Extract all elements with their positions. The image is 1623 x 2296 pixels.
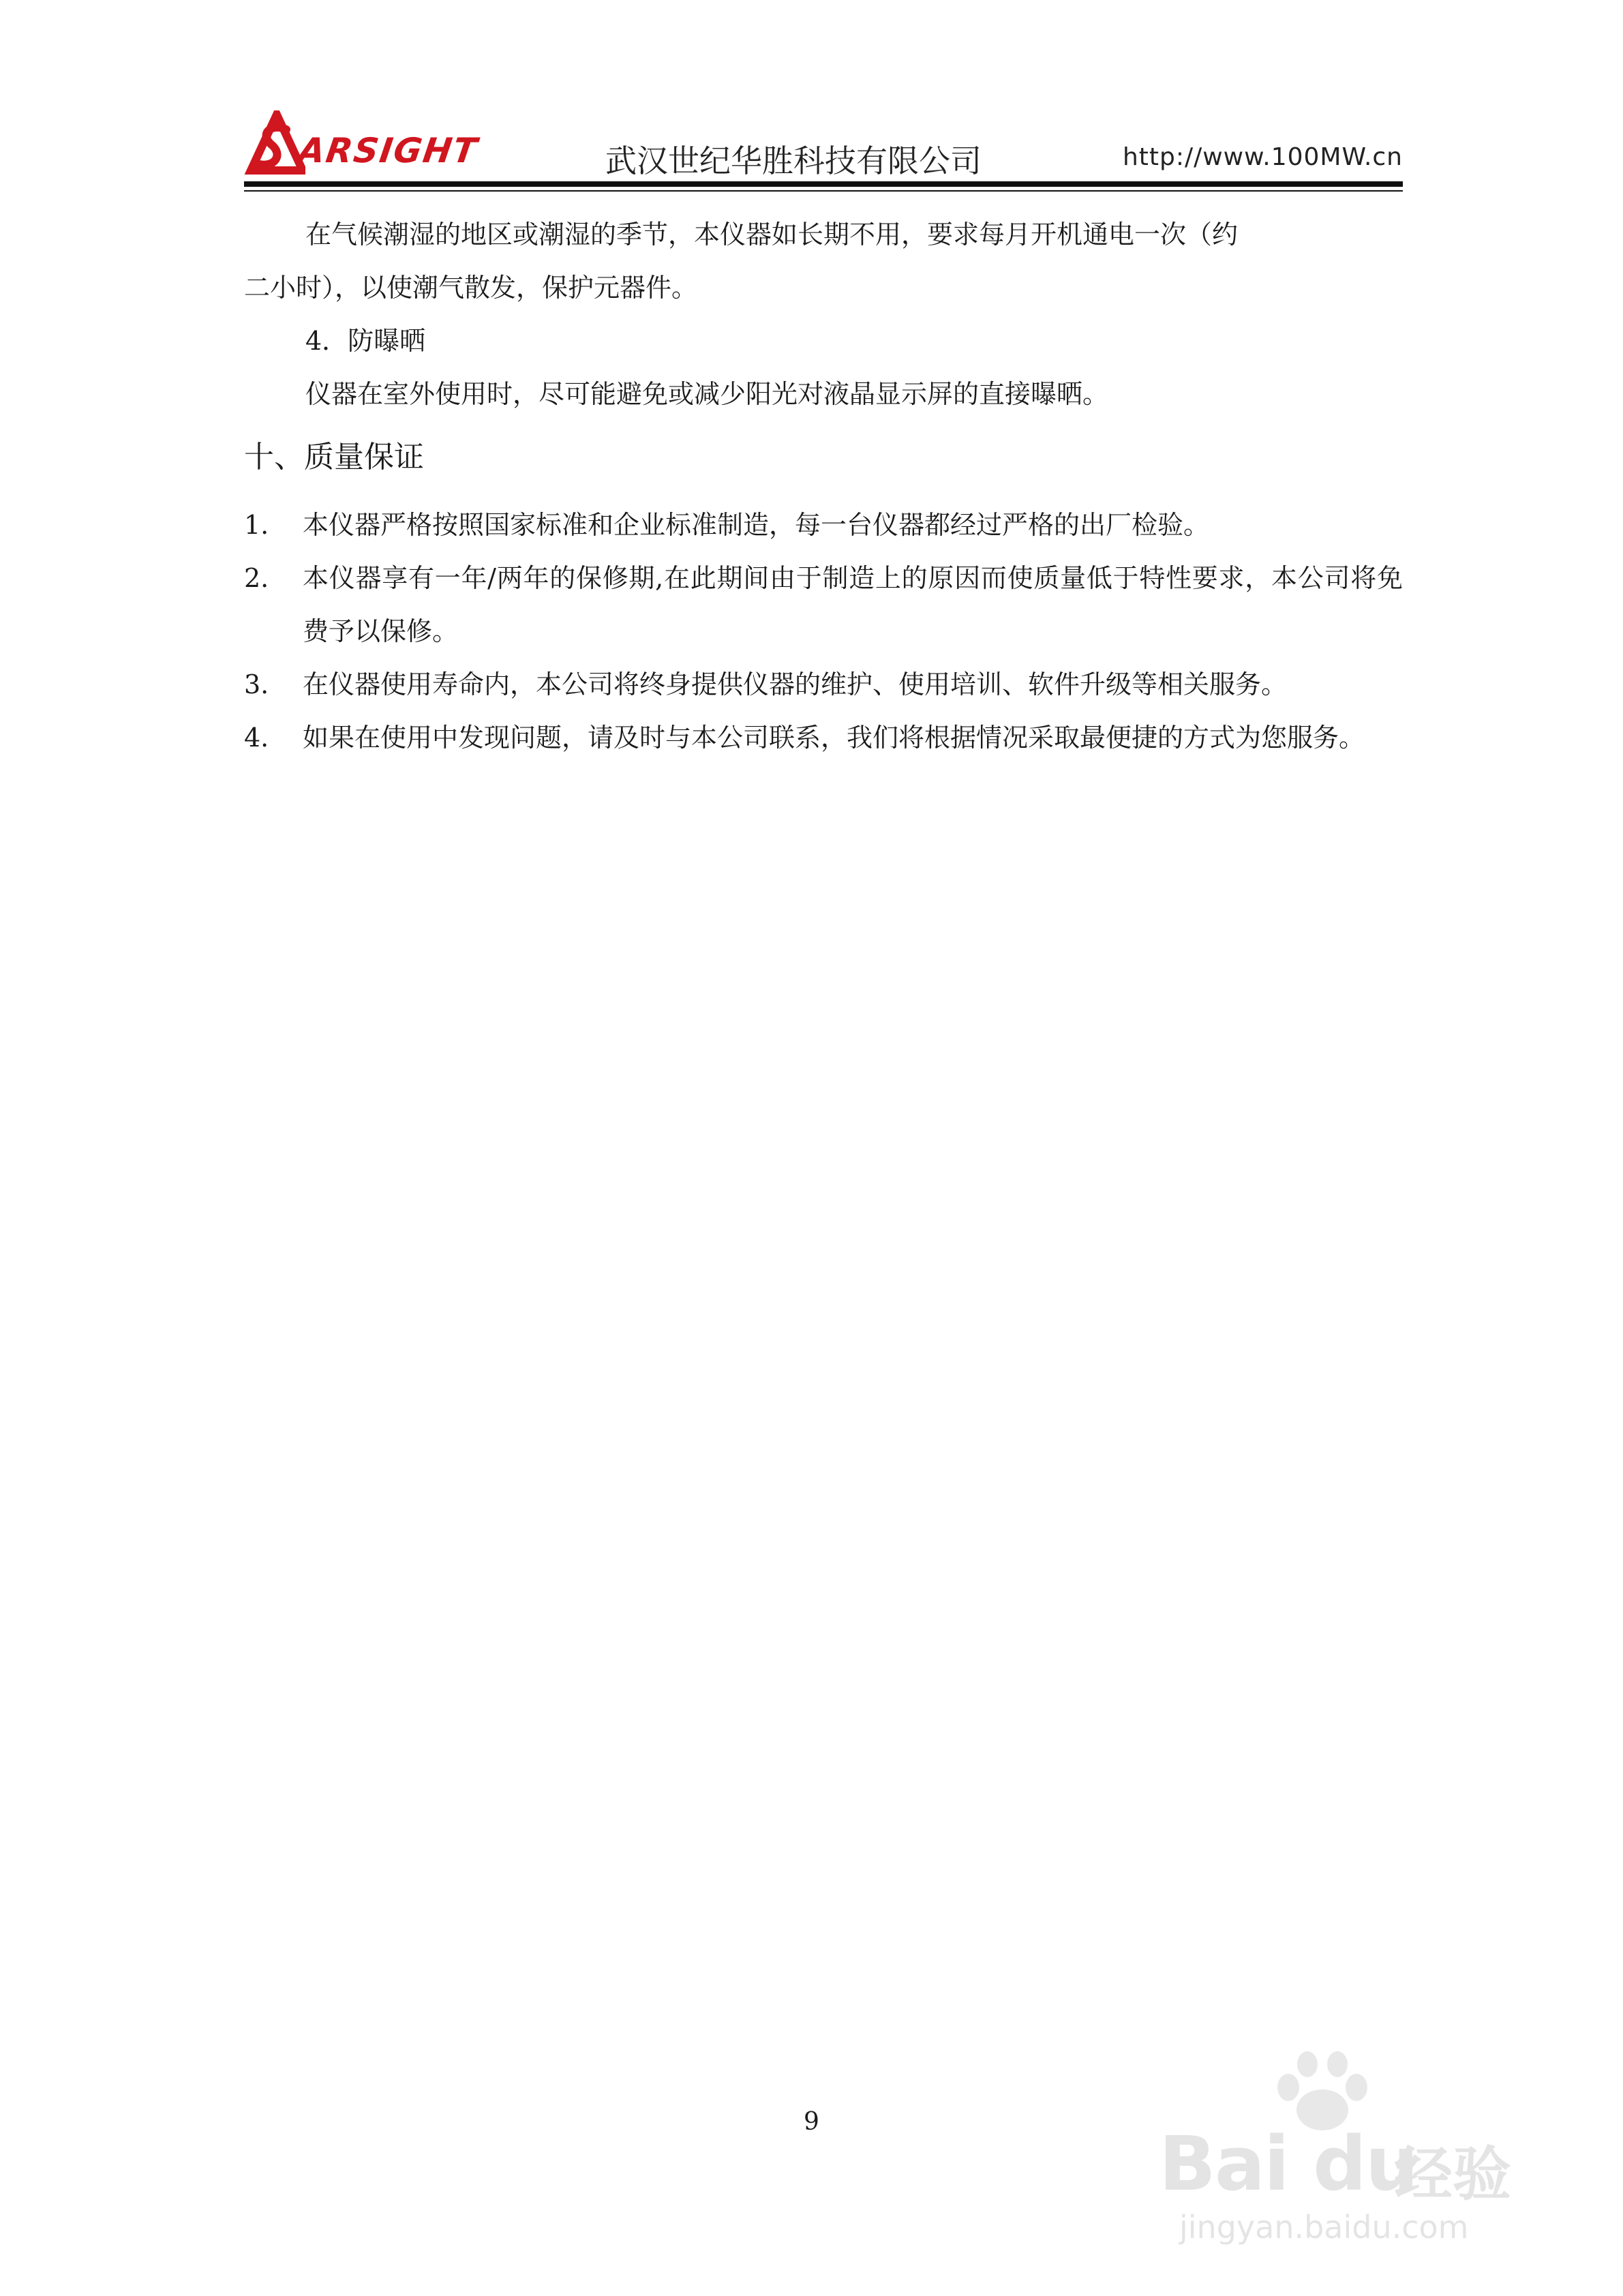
company-name: 武汉世纪华胜科技有限公司	[605, 142, 982, 179]
company-url[interactable]: http://www.100MW.cn	[1122, 143, 1403, 171]
page-content	[244, 208, 1403, 764]
page-header	[244, 101, 1403, 190]
list-item-text: 本仪器严格按照国家标准和企业标准制造，每一台仪器都经过严格的出厂检验。	[303, 510, 1210, 540]
paragraph-humid-line-2: 二小时），以使潮气散发，保护元器件。	[244, 273, 698, 303]
list-item	[244, 498, 1403, 552]
paragraph-sun: 仪器在室外使用时，尽可能避免或减少阳光对液晶显示屏的直接曝晒。	[305, 379, 1109, 409]
company-logo	[244, 110, 481, 175]
header-rule-thick	[244, 181, 1403, 187]
watermark-brand: Bai du	[1159, 2120, 1418, 2207]
section-title-quality: 十、质量保证	[244, 440, 424, 474]
list-item	[244, 552, 1403, 658]
paragraph-humid-line-1: 在气候潮湿的地区或潮湿的季节，本仪器如长期不用，要求每月开机通电一次（约	[305, 220, 1239, 250]
baidu-jingyan-watermark	[1152, 2045, 1534, 2250]
list-item-number: 1.	[244, 510, 269, 540]
watermark-label: 经验	[1394, 2141, 1511, 2209]
list-item-text: 本仪器享有一年/两年的保修期,在此期间由于制造上的原因而使质量低于特性要求，本公司将免费予以保修。	[303, 563, 1403, 646]
list-item-text: 如果在使用中发现问题，请及时与本公司联系，我们将根据情况采取最便捷的方式为您服务。	[303, 723, 1365, 753]
list-item-text: 在仪器使用寿命内，本公司将终身提供仪器的维护、使用培训、软件升级等相关服务。	[303, 669, 1288, 699]
list-item-number: 2.	[244, 563, 269, 593]
sub-heading-sun-protection: 4．防曝晒	[305, 326, 426, 356]
list-item-number: 4.	[244, 723, 269, 753]
page-number: 9	[804, 2108, 819, 2136]
list-item-number: 3.	[244, 669, 269, 699]
header-rule-thin	[244, 190, 1403, 192]
list-item	[244, 711, 1403, 764]
logo-text: ARSIGHT	[295, 131, 481, 170]
list-item	[244, 658, 1403, 711]
watermark-url: jingyan.baidu.com	[1179, 2209, 1469, 2246]
